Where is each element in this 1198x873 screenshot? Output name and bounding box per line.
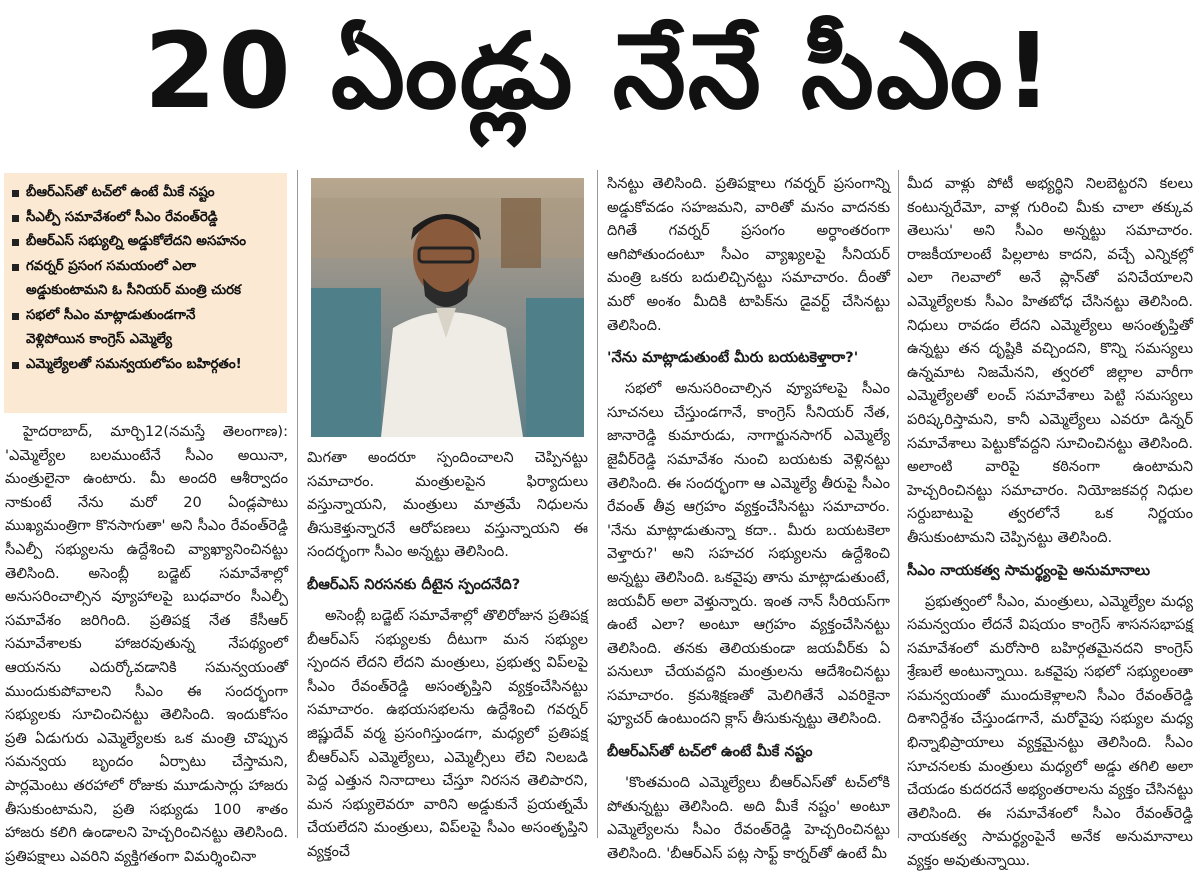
highlights-box <box>4 173 287 413</box>
bullet-icon <box>12 190 19 197</box>
highlight-item-continued: అడ్డుకుంటామని ఓ సీనియర్ మంత్రి చురక <box>26 283 242 298</box>
body-paragraph: మీద వాళ్లు పోటీ అభ్యర్థిని నిలబెట్టరని కలలు కంటున్నరేమో, వాళ్ల గురించి మీకు చాలా తక్కువ తెలుసు' అని సీఎం అన్నట్టు సమాచారం. రాజకీయాలంటే పిల్లలాట కాదని, వచ్చే ఎన్నికల్లో ఎలా గెలవాలో అనే ప్లాన్‌తో పనిచేయాలని ఎమ్మెల్యేలకు సీఎం హితబోధ చేసినట్టు తెలిసింది. నిధులు రావడం లేదని ఎమ్మెల్యేలు అసంతృప్తితో ఉన్నట్టు తన దృష్టికి వచ్చిందని, కొన్ని సమస్యలు ఉన్నమాట నిజమేనని, త్వరలో జిల్లాల వారీగా ఎమ్మెల్యేలతో లంచ్ సమావేశాలు పెట్టి సమస్యలు పరిష్కరిస్తామని, కానీ ఎమ్మెల్యేలు ఎవరూ డిన్నర్ సమావేశాలు పెట్టుకోవద్దని సూచించినట్టు తెలిసింది. అలాంటి వారిపై కఠినంగా ఉంటామని హెచ్చరించినట్టు సమాచారం. నియోజకవర్గ నిధుల సర్దుబాటుపై త్వరలోనే ఒక నిర్ణయం తీసుకుంటామని చెప్పినట్టు తెలిసింది. <box>907 175 1193 546</box>
highlight-item: బీఆర్ఎస్‌తో టచ్‌లో ఉంటే మీకే నష్టం <box>10 181 281 206</box>
column-3 <box>607 172 890 862</box>
section-subhead: బీఆర్ఎస్‌తో టచ్‌లో ఉంటే మీకే నష్టం <box>607 743 813 761</box>
column-divider <box>297 170 298 838</box>
column-1 <box>5 420 288 865</box>
bullet-icon <box>12 215 19 222</box>
highlight-item: సీఎల్పీ సమావేశంలో సీఎం రేవంత్‌రెడ్డి <box>10 206 281 231</box>
section-subhead: సీఎం నాయకత్వ సామర్థ్యంపై అనుమానాలు <box>907 561 1151 579</box>
body-paragraph: సభలో అనుసరించాల్సిన వ్యూహాలపై సీఎం సూచనలు చేస్తుండగానే, కాంగ్రెస్ సీనియర్ నేత, జానారెడ్డి కుమారుడు, నాగార్జునసాగర్ ఎమ్మెల్యే జైవీర్‌రెడ్డి సమావేశం నుంచి బయటకు వెళ్లినట్టు తెలిసింది. ఈ సందర్భంగా ఆ ఎమ్మెల్యే తీరుపై సీఎం రేవంత్ తీవ్ర ఆగ్రహం వ్యక్తంచేసినట్టు సమాచారం. 'నేను మాట్లాడుతున్నా కదా.. మీరు బయటకెలా వెళ్తారు?' అని సహచర సభ్యులను ఉద్దేశించి అన్నట్టు తెలిసింది. ఒకవైపు తాను మాట్లాడుతుంటే, జయవీర్ అలా వెళ్తున్నారు. ఇంత నాన్ సీరియస్‌గా ఉంటే ఎలా? అంటూ ఆగ్రహం వ్యక్తంచేసినట్టు తెలిసింది. తనకు తెలియకుండా జయవీర్‌కు ఏ పనులూ చేయవద్దని మంత్రులను ఆదేశించినట్టు సమాచారం. క్రమశిక్షణతో మెలిగితేనే ఎవరికైనా ఫ్యూచర్ ఉంటుందని క్లాస్ తీసుకున్నట్టు తెలిసింది. <box>607 380 890 728</box>
photo-cm-in-assembly <box>311 178 584 437</box>
body-paragraph: 'కొంతమంది ఎమ్మెల్యేలు బీఆర్ఎస్‌తో టచ్‌లోకి పోతున్నట్టు తెలిసింది. అది మీకే నష్టం' అంటూ ఎమ్మెల్యేలను సీఎం రేవంత్‌రెడ్డి హెచ్చరించినట్టు తెలిసింది. 'బీఆర్ఎస్ పట్ల సాఫ్ట్ కార్నర్‌తో ఉంటే మీ <box>607 774 890 862</box>
body-paragraph: సినట్టు తెలిసింది. ప్రతిపక్షాలు గవర్నర్ ప్రసంగాన్ని అడ్డుకోవడం సహజమని, వారితో మనం వాదనకు దిగితే గవర్నర్ ప్రసంగం అర్ధాంతరంగా ఆగిపోతుందంటూ సీఎం వ్యాఖ్యలపై సీనియర్ మంత్రి ఒకరు బదులిచ్చినట్టు సమాచారం. దీంతో మరో అంశం మీదికి టాపిక్‌ను డైవర్ట్ చేసినట్టు తెలిసింది. <box>607 175 890 334</box>
section-subhead: 'నేను మాట్లాడుతుంటే మీరు బయటకెళ్తారా?' <box>607 349 859 367</box>
bullet-icon <box>12 264 19 271</box>
column-2 <box>307 446 588 860</box>
highlight-item: గవర్నర్ ప్రసంగ సమయంలో ఎలా <box>10 255 281 280</box>
highlight-item: ఎమ్మెల్యేలతో సమన్వయలోపం బహిర్గతం! <box>10 353 281 378</box>
photo-illustration <box>311 178 584 437</box>
bullet-icon <box>12 239 19 246</box>
highlight-item: సభలో సీఎం మాట్లాడుతుండగానే <box>10 304 281 329</box>
body-paragraph: అసెంబ్లీ బడ్జెట్ సమావేశాల్లో తొలిరోజున ప్రతిపక్ష బీఆర్ఎస్ సభ్యులకు దీటుగా మన సభ్యుల స్పందన లేదని లేదని మంత్రులు, ప్రభుత్వ విప్‌లపై సీఎం రేవంత్‌రెడ్డి అసంతృప్తిని వ్యక్తంచేసినట్టు సమాచారం. ఉభయసభలను ఉద్దేశించి గవర్నర్ జిష్ణుదేవ్ వర్మ ప్రసంగిస్తుండగా, మధ్యలో ప్రతిపక్ష బీఆర్ఎస్ ఎమ్మెల్యేలు, ఎమ్మెల్సీలు లేచి నిలబడి పెద్ద ఎత్తున నినాదాలు చేస్తూ నిరసన తెలిపారని, మన సభ్యులెవరూ వారిని అడ్డుకునే ప్రయత్నమే చేయలేదని మంత్రులు, విప్‌లపై సీఎం అసంతృప్తిని వ్యక్తంచే <box>307 606 588 860</box>
highlight-item-continued: వెళ్లిపోయిన కాంగ్రెస్ ఎమ్మెల్యే <box>26 332 173 347</box>
column-4 <box>907 172 1193 870</box>
highlight-item: బీఆర్ఎస్ సభ్యుల్ని అడ్డుకోలేదని అసహనం <box>10 230 281 255</box>
section-subhead: బీఆర్ఎస్ నిరసనకు దీటైన స్పందనేది? <box>307 575 521 593</box>
headline: 20 ఏండ్లు నేనే సీఎం! <box>143 10 1055 132</box>
highlights-list <box>10 181 281 377</box>
body-paragraph: మిగతా అందరూ స్పందించాలని చెప్పినట్టు సమాచారం. మంత్రులపైన ఫిర్యాదులు వస్తున్నాయని, మంత్రులు మాత్రమే నిధులను తీసుకెళ్తున్నారనే ఆరోపణలు వస్తున్నాయని ఈ సందర్భంగా సీఎం అన్నట్టు తెలిసింది. <box>307 449 588 561</box>
bullet-icon <box>12 313 19 320</box>
body-paragraph: హైదరాబాద్, మార్చి12(నమస్తే తెలంగాణ): 'ఎమ్మెల్యేల బలముంటేనే సీఎం అయినా, మంత్రులైనా ఉంటారు. మీ అందరి ఆశీర్వాదం నాకుంటే నేను మరో 20 ఏండ్లపాటు ముఖ్యమంత్రిగా కొనసాగుతా' అని సీఎం రేవంత్‌రెడ్డి సీఎల్పీ సభ్యులను ఉద్దేశించి వ్యాఖ్యానించినట్టు తెలిసింది. అసెంబ్లీ బడ్జెట్ సమావేశాల్లో అనుసరించాల్సిన వ్యూహాలపై బుధవారం సీఎల్పీ సమావేశం జరిగింది. ప్రతిపక్ష నేత కేసీఆర్ సమావేశాలకు హాజరవుతున్న నేపథ్యంలో ఆయనను ఎదుర్కోవడానికి సమన్వయంతో ముందుకుపోవాలని సీఎం ఈ సందర్భంగా సభ్యులకు సూచించినట్టు తెలిసింది. ఇందుకోసం ప్రతి ఏడుగురు ఎమ్మెల్యేలకు ఒక మంత్రి చొప్పున సమన్వయ బృందం ఏర్పాటు చేస్తామని, పార్లమెంటు తరహాలో రోజుకు మూడుసార్లు హాజరు తీసుకుంటామని, ప్రతి సభ్యుడు 100 శాతం హాజరు కలిగి ఉండాలని హెచ్చరించినట్టు తెలిసింది. ప్రతిపక్షాలు ఎవరిని వ్యక్తిగతంగా విమర్శించినా <box>5 423 288 865</box>
column-divider <box>597 170 598 838</box>
bullet-icon <box>12 362 19 369</box>
body-paragraph: ప్రభుత్వంలో సీఎం, మంత్రులు, ఎమ్మెల్యేల మధ్య సమన్వయం లేదనే విషయం కాంగ్రెస్ శాసనసభాపక్ష సమావేశంలో మరోసారి బహిర్గతమైనదని కాంగ్రెస్ శ్రేణులే అంటున్నాయి. ఒకవైపు సభలో సభ్యులంతా సమన్వయంతో ముందుకెళ్లాలని సీఎం రేవంత్‌రెడ్డి దిశానిర్దేశం చేస్తుండగానే, మరోవైపు సభ్యుల మధ్య భిన్నాభిప్రాయాలు వ్యక్తమైనట్టు తెలిసింది. సీఎం సూచనలకు మంత్రులు మధ్యలో అడ్డు తగిలి అలా చేయడం కుదరదనే అభ్యంతరాలను వ్యక్తం చేసినట్టు తెలిసింది. ఈ సమావేశంలో సీఎం రేవంత్‌రెడ్డి నాయకత్వ సామర్థ్యంపైనే అనేక అనుమానాలు వ్యక్తం అవుతున్నాయి. <box>907 592 1193 870</box>
column-divider <box>898 170 899 838</box>
